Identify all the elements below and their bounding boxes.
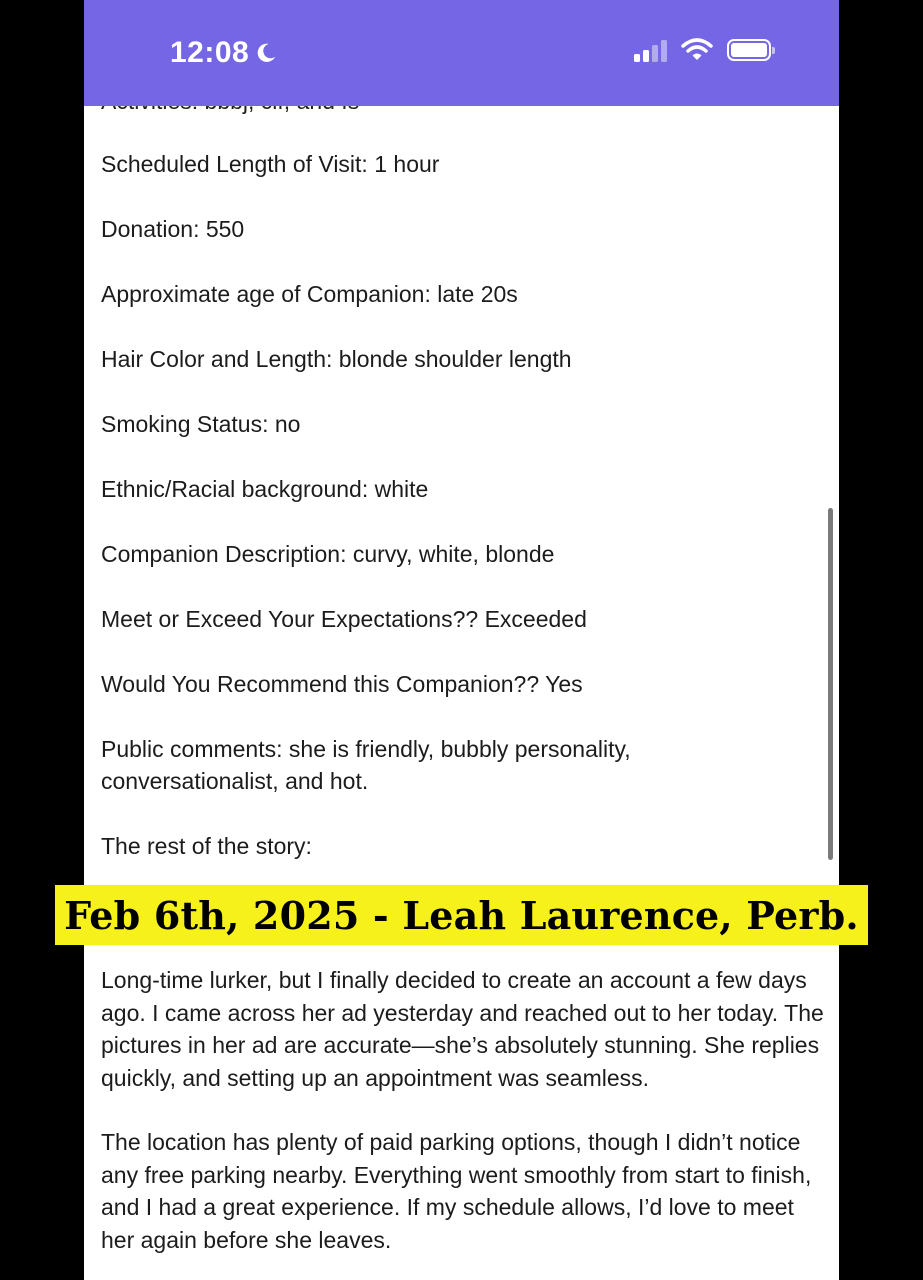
field-rest-of-story: The rest of the story:	[101, 833, 312, 859]
wifi-icon	[681, 38, 713, 62]
field-visit-length: Scheduled Length of Visit: 1 hour	[101, 151, 440, 177]
moon-icon	[255, 42, 277, 64]
field-donation: Donation: 550	[101, 216, 245, 242]
cellular-signal-icon	[634, 38, 667, 62]
status-bar	[84, 0, 839, 106]
battery-icon	[727, 39, 771, 61]
story-paragraph: The location has plenty of paid parking options, though I didn’t notice any free parking nearby. Everything went smoothly from start to finish, and I had a great experience. If my schedule allows, I’d love to meet her again before she leaves.	[101, 1129, 812, 1253]
caption-banner	[55, 885, 868, 945]
review-fields	[101, 148, 821, 895]
status-icons	[634, 38, 771, 62]
field-approx-age: Approximate age of Companion: late 20s	[101, 281, 518, 307]
status-time	[170, 36, 277, 70]
field-ethnic-background: Ethnic/Racial background: white	[101, 476, 429, 502]
story-text	[101, 964, 826, 1280]
scrollbar[interactable]	[828, 508, 833, 860]
field-hair: Hair Color and Length: blonde shoulder length	[101, 346, 572, 372]
clock-text: 12:08	[170, 36, 250, 69]
field-companion-description: Companion Description: curvy, white, blonde	[101, 541, 555, 567]
caption-text: Feb 6th, 2025 - Leah Laurence, Perb.	[64, 892, 859, 938]
phone-screen	[84, 0, 839, 1280]
field-recommend: Would You Recommend this Companion?? Yes	[101, 671, 583, 697]
field-public-comments: Public comments: she is friendly, bubbly personality, conversationalist, and hot.	[101, 736, 631, 794]
story-paragraph: Long-time lurker, but I finally decided to create an account a few days ago. I came across her ad yesterday and reached out to her today. The pictures in her ad are accurate—she’s absolutely stunning. She replies quickly, and setting up an appointment was seamless.	[101, 967, 824, 1091]
field-smoking: Smoking Status: no	[101, 411, 301, 437]
field-expectations: Meet or Exceed Your Expectations?? Exceeded	[101, 606, 587, 632]
